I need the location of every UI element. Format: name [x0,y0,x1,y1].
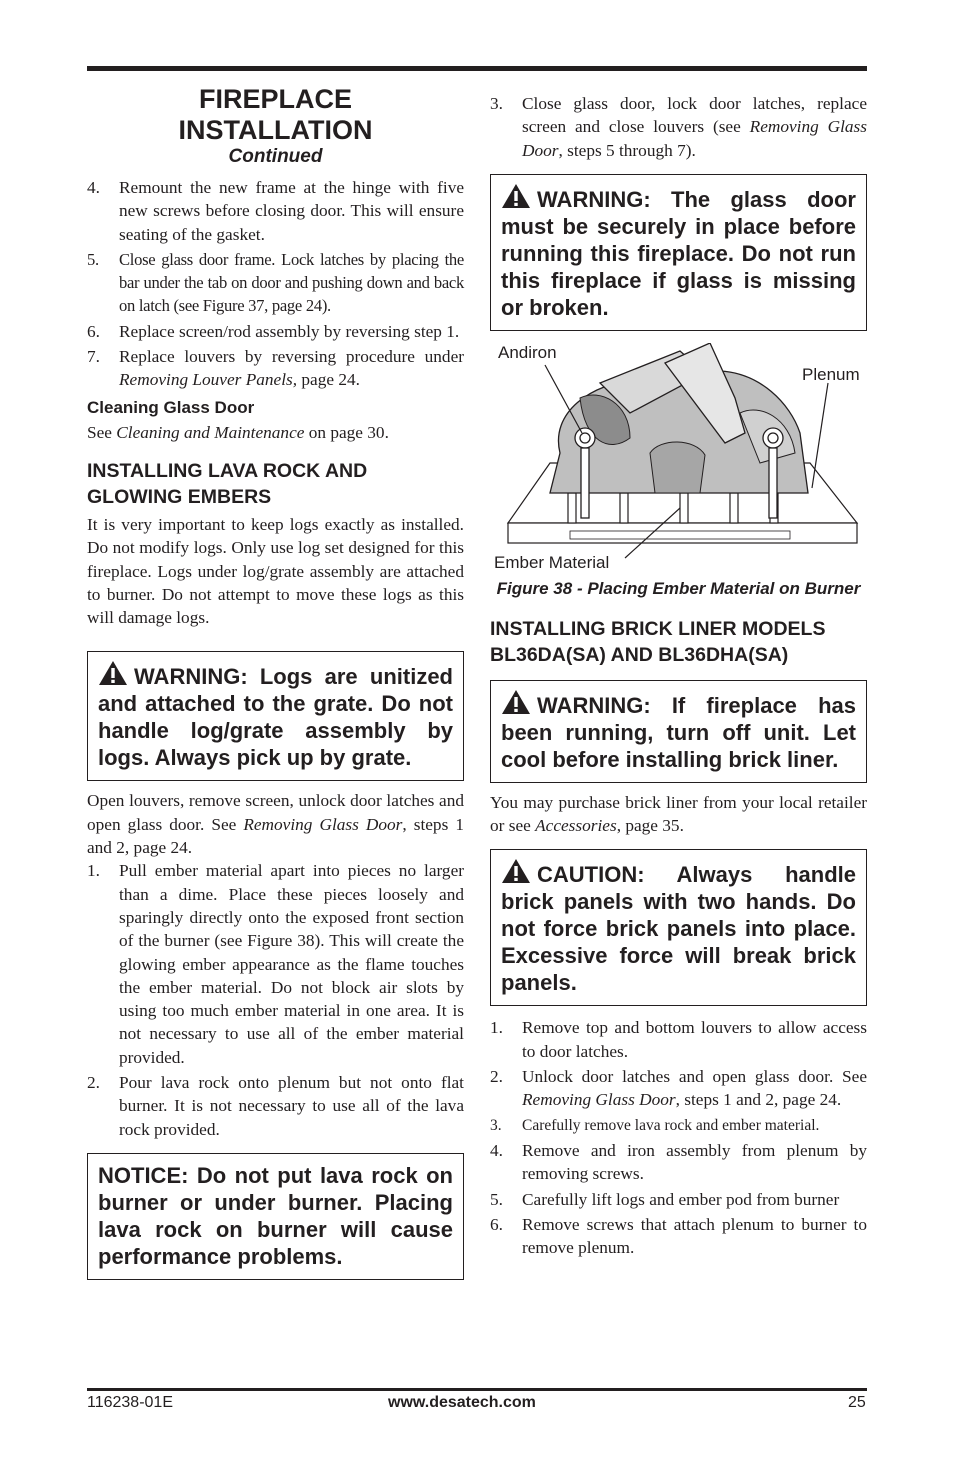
warning-triangle-icon [501,858,531,884]
top-rule [87,66,867,71]
right-column [490,92,867,1261]
andiron-label: Andiron [498,342,557,362]
page-title [87,84,464,146]
list-item: 4. Remount the new frame at the hinge with five new screws before closing door. This will ensure seating of the gasket. [87,178,464,244]
bottom-rule [87,1388,867,1391]
steps-list-a [87,176,464,392]
warning-triangle-icon [501,183,531,209]
brick-section-heading: INSTALLING BRICK LINER MODELS BL36DA(SA) AND BL36DHA(SA) [490,617,826,666]
list-item: 3. Close glass door, lock door latches, replace screen and close louvers (see Removing Glass Door, steps 5 through 7). [490,94,868,160]
steps-list-b [87,859,464,1141]
warning-logs-box: WARNING: Logs are unitized and attached to the grate. Do not handle log/grate assembly by logs. Always pick up by grate. [87,651,464,781]
list-item: 2. Pour lava rock onto plenum but not onto flat burner. It is not necessary to use all of the lava rock provided. [87,1073,464,1139]
page-number: 25 [848,1394,866,1411]
warning-brick-box: WARNING: If fireplace has been running, turn off unit. Let cool before installing brick liner. [490,680,867,783]
title-line-2: INSTALLATION [178,115,373,145]
open-louvers-text: Open louvers, remove screen, unlock door latches and open glass door. See Removing Glass Door, steps 1 and 2, page 24. [87,791,464,858]
list-item: 1. Pull ember material apart into pieces no larger than a dime. Place these pieces loosely and sparingly directly onto the exposed front section of the burner (see Figure 38). This will create the glowing ember appearance as the flame touches the ember material. Do not block air slots by using too much ember material in one area. It is not necessary to use all of the ember material provided. [87,861,464,1067]
doc-number: 116238-01E [87,1394,173,1411]
list-item: 6. Replace screen/rod assembly by reversing step 1. [87,321,460,341]
lava-intro: It is very important to keep logs exactly as installed. Do not modify logs. Only use log set designed for this fireplace. Logs under log/grate assembly are attached to burner. Do not attempt to move these logs as this will damage logs. [87,514,464,628]
website-link[interactable]: www.desatech.com [388,1394,536,1411]
ember-material-label: Ember Material [494,552,610,572]
left-column [87,84,464,1280]
figure-38 [490,343,867,571]
purchase-text: You may purchase brick liner from your local retailer or see Accessories, page 35. [490,792,867,836]
list-item: 3. Carefully remove lava rock and ember material. [490,1116,820,1134]
list-item: 6. Remove screws that attach plenum to burner to remove plenum. [490,1214,867,1258]
warning-glass-box: WARNING: The glass door must be securely in place before running this fireplace. Do not run this fireplace if glass is missing or broken. [490,174,867,331]
plenum-label: Plenum [802,364,860,384]
warning-triangle-icon [98,660,128,686]
caution-box: CAUTION: Always handle brick panels with two hands. Do not force brick panels into place. Excessive force will break brick panels. [490,849,867,1006]
brick-steps-list [490,1016,867,1259]
list-item: 2. Unlock door latches and open glass door. See Removing Glass Door, steps 1 and 2, page 24. [490,1067,867,1110]
title-line-1: FIREPLACE [198,84,352,114]
list-item: 7. Replace louvers by reversing procedure under Removing Louver Panels, page 24. [87,347,464,390]
list-item: 5. Close glass door frame. Lock latches by placing the bar under the tab on door and pushing down and back on latch (see Figure 37, page 24). [87,249,464,316]
cleaning-text: See Cleaning and Maintenance on page 30. [87,422,389,442]
lava-section-heading: INSTALLING LAVA ROCK AND GLOWING EMBERS [87,459,368,508]
list-item: 4. Remove and iron assembly from plenum by removing screws. [490,1140,867,1184]
list-item: 5. Carefully lift logs and ember pod from burner [490,1189,840,1209]
step3-list [490,92,867,162]
cleaning-heading: Cleaning Glass Door [87,397,255,417]
list-item: 1. Remove top and bottom louvers to allow access to door latches. [490,1018,867,1061]
figure-caption: Figure 38 - Placing Ember Material on Burner [496,578,861,598]
continued-label: Continued [228,146,323,167]
warning-triangle-icon [501,689,531,715]
notice-box: NOTICE: Do not put lava rock on burner or under burner. Placing lava rock on burner will cause performance problems. [87,1153,464,1280]
